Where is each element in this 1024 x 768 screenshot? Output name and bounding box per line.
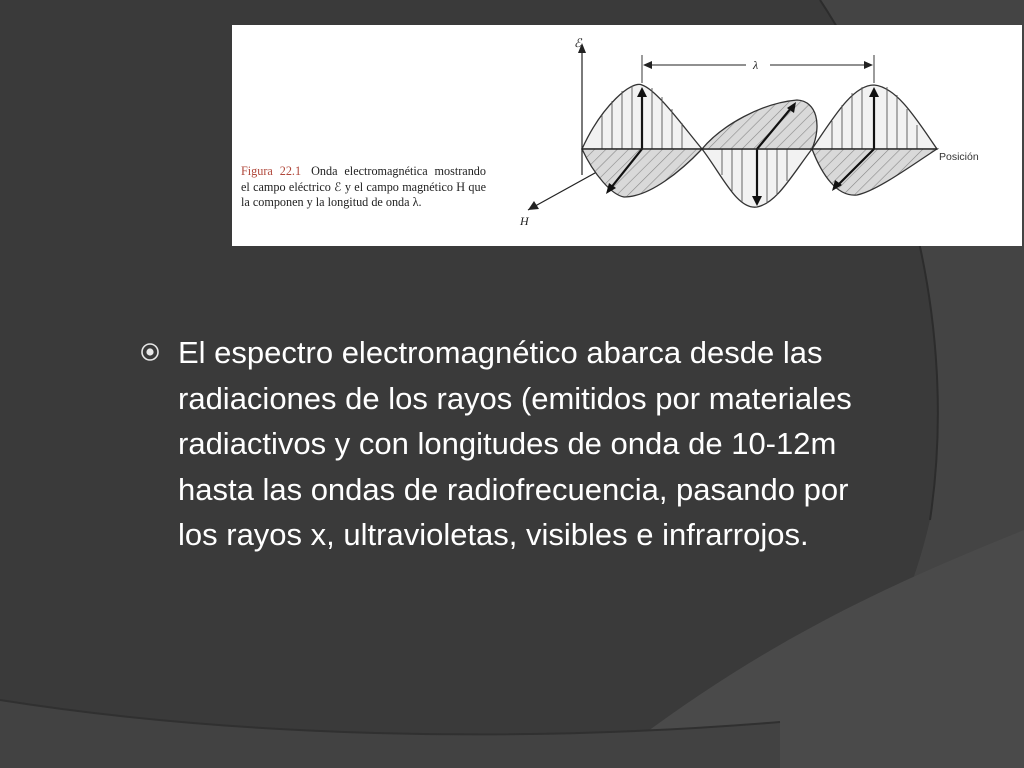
bullet-text: El espectro electromagnético abarca desde las radiaciones de los rayos (emitidos por materiales radiactivos y con longitudes de onda de 10-12m hasta las ondas de radiofrecuencia, pasando por los rayos x, ultravioletas, visibles e infrarrojos. — [178, 335, 852, 552]
figure-caption-label: Figura 22.1 — [241, 164, 302, 178]
figure-caption-text: Onda electromagnética mostrando el campo eléctrico ℰ y el campo magnético H que la componen y la longitud de onda λ. — [241, 164, 486, 210]
magnetic-field-wave — [582, 149, 702, 197]
bullet-list — [140, 330, 860, 558]
bullet-icon — [140, 342, 160, 362]
bullet-item — [140, 330, 860, 558]
figure-caption — [241, 164, 486, 211]
em-wave-diagram — [232, 25, 1022, 246]
wavelength-label: λ — [753, 58, 759, 72]
figure-panel — [232, 25, 1022, 246]
h-axis-label: H — [520, 214, 529, 228]
e-axis-label: ℰ — [574, 36, 582, 50]
position-axis-label: Posición — [939, 151, 979, 163]
